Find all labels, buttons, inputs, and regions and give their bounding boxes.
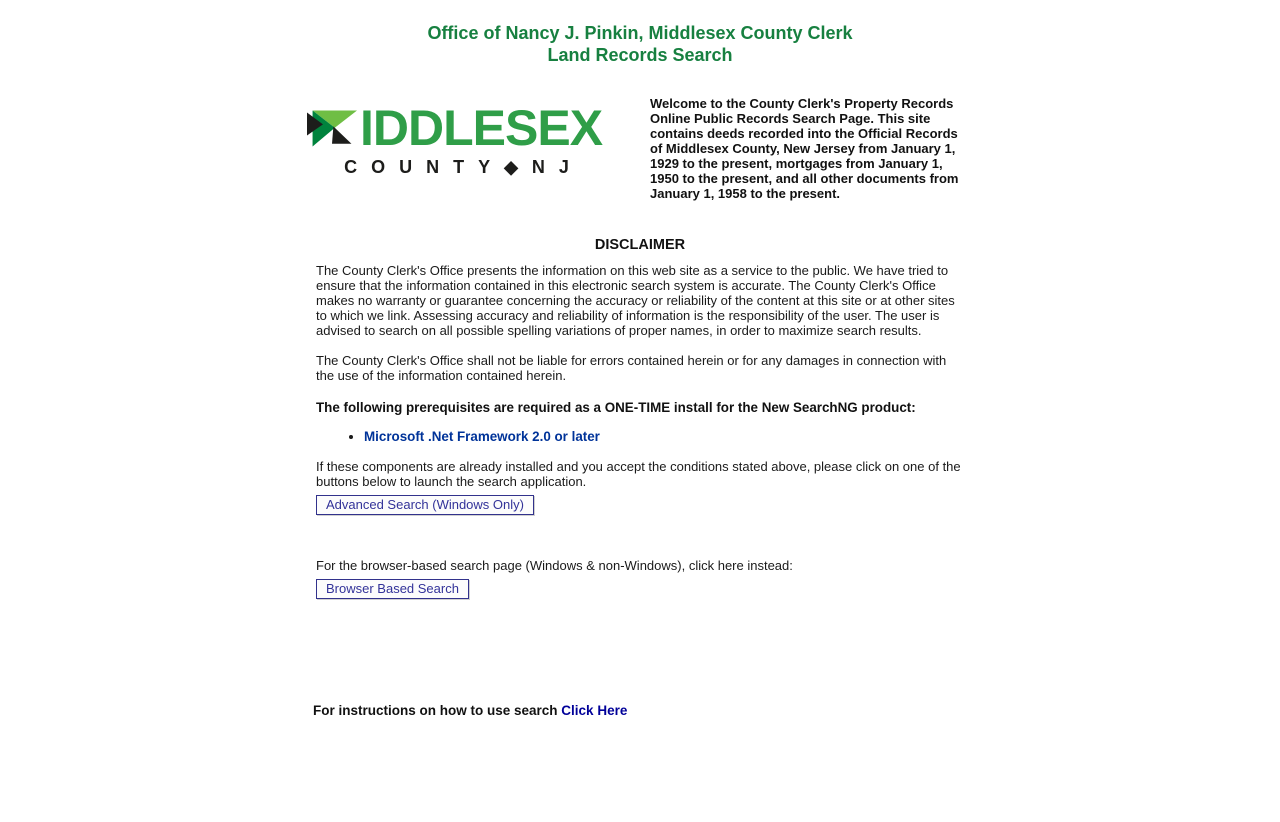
middlesex-m-logo-icon (307, 110, 357, 147)
browser-search-note: For the browser-based search page (Windows & non-Windows), click here instead: (316, 558, 793, 573)
instructions-line (313, 703, 964, 718)
prerequisites-list (316, 429, 964, 444)
instructions-click-here-link[interactable]: Click Here (561, 703, 628, 718)
main-content (313, 96, 964, 718)
logo-welcome-row (316, 96, 964, 201)
dotnet-framework-link[interactable]: Microsoft .Net Framework 2.0 or later (364, 429, 600, 444)
logo-wordmark-text: IDDLESEX (360, 100, 603, 156)
disclaimer-paragraph-2: The County Clerk's Office shall not be liable for errors contained herein or for any damages in connection with the use of the information contained herein. (316, 353, 947, 383)
logo-wordmark-row (307, 100, 603, 156)
prerequisites-list-item (364, 429, 964, 444)
launch-instructions-text: If these components are already installed and you accept the conditions stated above, please click on one of the buttons below to launch the search application. (316, 459, 961, 489)
logo-tagline: COUNTY◆NJ (344, 157, 583, 177)
advanced-search-button[interactable]: Advanced Search (Windows Only) (316, 495, 534, 515)
middlesex-county-logo (307, 100, 603, 201)
page-title-line2: Land Records Search (547, 45, 733, 65)
disclaimer-paragraph-1: The County Clerk's Office presents the information on this web site as a service to the public. We have tried to ensure that the information contained in this electronic search system is accurate. The County Clerk's Office makes no warranty or guarantee concerning the accuracy or reliability of the content at this site or at other sites to which we link. Assessing accuracy and reliability of information is the responsibility of the user. The user is advised to search on all possible spelling variations of proper names, in order to maximize search results. (316, 263, 955, 338)
disclaimer-heading: DISCLAIMER (594, 237, 686, 253)
welcome-text: Welcome to the County Clerk's Property Records Online Public Records Search Page. This site contains deeds recorded into the Official Records of Middlesex County, New Jersey from January 1, 1929 to the present, mortgages from January 1, 1950 to the present, and all other documents from January 1, 1958 to the present. (650, 96, 959, 201)
page-title (0, 22, 1280, 66)
browser-based-search-button[interactable]: Browser Based Search (316, 579, 469, 599)
instructions-line-text: For instructions on how to use search (313, 703, 558, 718)
land-records-search-page (0, 22, 1280, 718)
prerequisites-heading: The following prerequisites are required as a ONE-TIME install for the New SearchNG product: (316, 400, 916, 415)
page-title-line1: Office of Nancy J. Pinkin, Middlesex County Clerk (427, 23, 853, 43)
